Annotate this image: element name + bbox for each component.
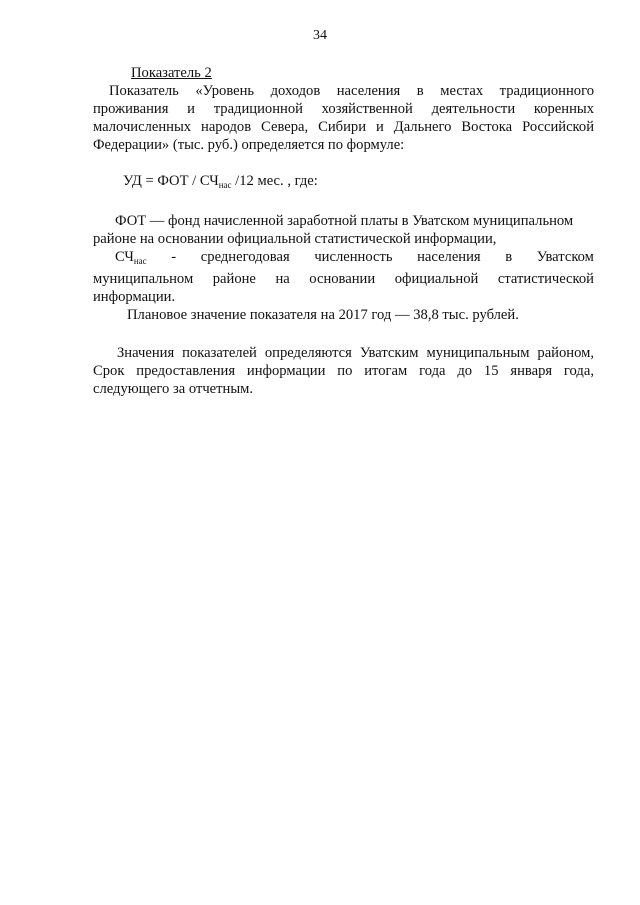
values-note-line-1: Значения показателей определяются Уватским муниципальным районом, <box>117 345 594 361</box>
indicator-heading: Показатель 2 <box>131 65 212 81</box>
sch-definition-line-3: информации. <box>93 289 176 305</box>
sch-word: в <box>505 249 513 265</box>
sch-word: - <box>171 249 177 265</box>
sch-word: среднегодовая <box>200 249 290 265</box>
sch-symbol: $СЧ_{нас}$ <box>115 249 147 266</box>
planned-value: Плановое значение показателя на 2017 год — 38,8 тыс. рублей. <box>127 307 519 323</box>
values-note-line-3: следующего за отчетным. <box>93 381 254 397</box>
sch-word: населения <box>417 249 481 265</box>
formula-subscript: нас <box>218 180 232 190</box>
values-note-line-2: Срок предоставления информации по итогам года до 15 января года, <box>93 363 594 379</box>
intro-line-4: Федерации» (тыс. руб.) определяется по формуле: <box>93 137 405 153</box>
formula <box>93 172 594 194</box>
intro-line-1: Показатель «Уровень доходов населения в местах традиционного <box>109 83 594 99</box>
sch-definition-line-1 <box>93 248 594 270</box>
formula-left: УД = ФОТ / СЧ <box>123 173 219 189</box>
formula-right: /12 мес. , где: <box>231 173 318 189</box>
sch-word: численность <box>314 249 393 265</box>
fot-definition-line-2: районе на основании официальной статистической информации, <box>93 231 497 247</box>
sch-definition-line-2: муниципальном районе на основании официальной статистической <box>93 271 594 287</box>
intro-line-3: малочисленных народов Севера, Сибири и Дальнего Востока Российской <box>93 119 594 135</box>
sch-word: Уватском <box>536 249 594 265</box>
fot-definition-line-1: ФОТ — фонд начисленной заработной платы в Уватском муниципальном <box>115 213 574 229</box>
document-body <box>93 64 594 398</box>
page-number: 34 <box>313 28 327 43</box>
intro-line-2: проживания и традиционной хозяйственной деятельности коренных <box>93 101 594 117</box>
